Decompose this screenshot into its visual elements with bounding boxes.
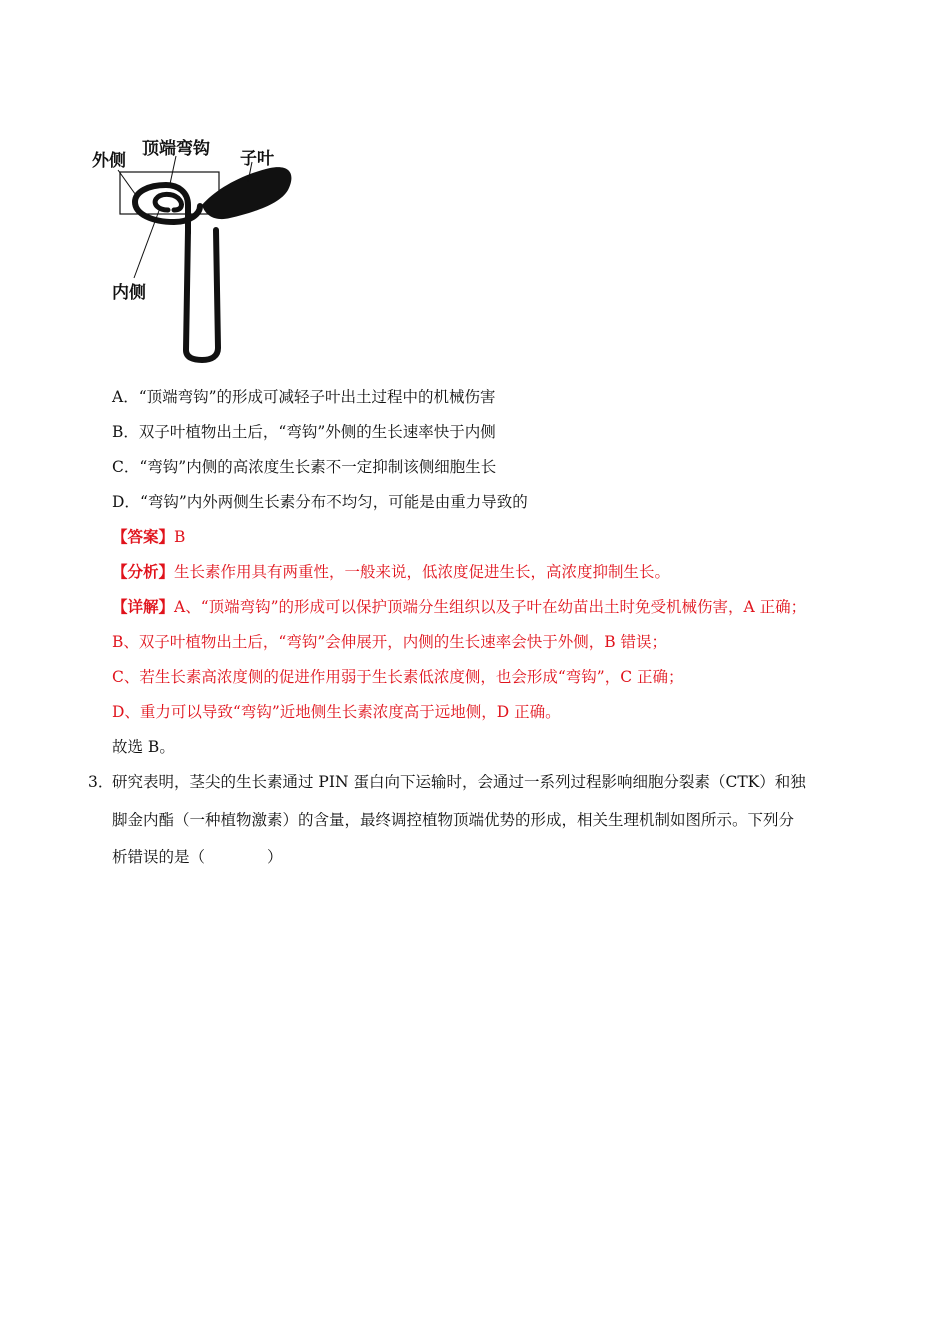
option-text: “弯钩”内外两侧生长素分布不均匀，可能是由重力导致的 [139, 493, 528, 511]
option-text: “弯钩”内侧的高浓度生长素不一定抑制该侧细胞生长 [139, 458, 497, 476]
label-apical-hook: 顶端弯钩 [142, 139, 210, 159]
option-letter: B． [112, 423, 139, 441]
analysis-tag: 【分析】 [112, 562, 175, 581]
detail-line-3: C、若生长素高浓度侧的促进作用弱于生长素低浓度侧，也会形成“弯钩”，C 正确； [112, 668, 684, 686]
cotyledon-shape [202, 167, 291, 219]
option-d [112, 492, 528, 512]
stem [186, 230, 218, 360]
option-letter: A． [112, 388, 139, 406]
answer-line [112, 527, 185, 547]
detail-line-2: B、双子叶植物出土后，“弯钩”会伸展开，内侧的生长速率会快于外侧，B 错误； [112, 633, 668, 651]
question-3-line-2: 脚金内酯（一种植物激素）的含量，最终调控植物顶端优势的形成，相关生理机制如图所示。下列分 [112, 811, 795, 829]
option-b [112, 422, 496, 442]
option-text: “顶端弯钩”的形成可减轻子叶出土过程中的机械伤害 [138, 388, 496, 406]
option-c [112, 457, 496, 477]
label-inner: 内侧 [112, 283, 146, 303]
leader-outer [118, 170, 138, 198]
label-cotyledon: 子叶 [240, 149, 274, 169]
detail-line-4: D、重力可以导致“弯钩”近地侧生长素浓度高于远地侧，D 正确。 [112, 703, 561, 721]
seedling-hook-figure [90, 130, 310, 365]
analysis-text: 生长素作用具有两重性，一般来说，低浓度促进生长，高浓度抑制生长。 [174, 563, 671, 581]
detail-text-a: A、“顶端弯钩”的形成可以保护顶端分生组织以及子叶在幼苗出土时免受机械伤害，A 正确； [174, 598, 807, 616]
leader-hook [170, 156, 176, 184]
question-3-line-3: 析错误的是（ ） [112, 848, 283, 866]
analysis-line [112, 562, 670, 582]
detail-line-1 [112, 597, 806, 617]
detail-tag: 【详解】 [112, 597, 175, 616]
option-text: 双子叶植物出土后，“弯钩”外侧的生长速率快于内侧 [138, 423, 496, 441]
answer-tag: 【答案】 [112, 527, 175, 546]
label-outer: 外侧 [92, 151, 126, 171]
conclusion-line: 故选 B。 [112, 738, 175, 756]
question-number: 3． [88, 773, 114, 791]
question-3-line-1: 研究表明，茎尖的生长素通过 PIN 蛋白向下运输时，会通过一系列过程影响细胞分裂素（CTK）和独 [112, 773, 806, 791]
hook-inner [155, 194, 181, 210]
option-letter: C． [112, 458, 140, 476]
answer-value: B [174, 528, 186, 546]
option-a [112, 387, 496, 407]
option-letter: D． [112, 493, 140, 511]
